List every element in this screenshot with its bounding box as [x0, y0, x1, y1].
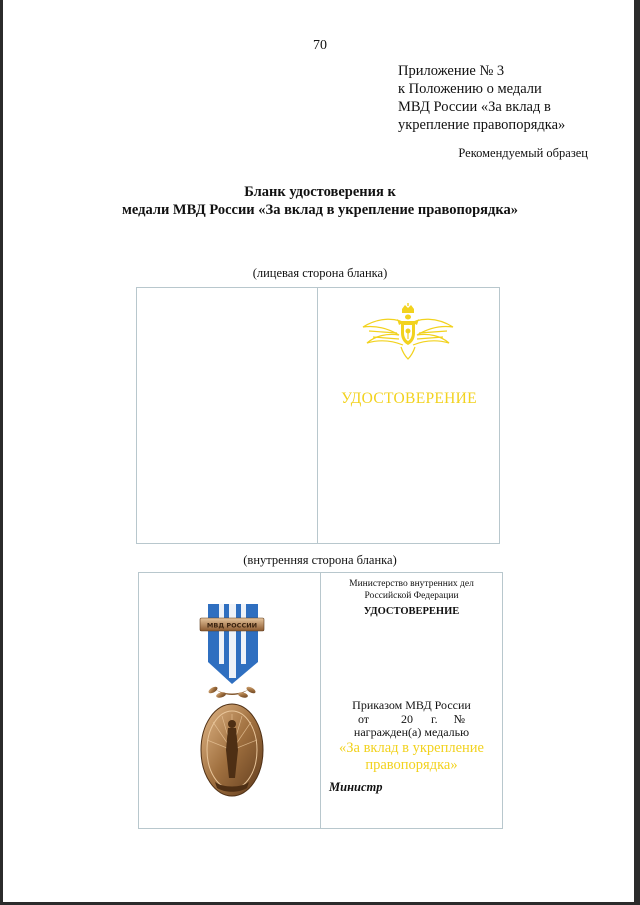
order-line-1: Приказом МВД России [352, 698, 471, 712]
minister-signature-label: Министр [329, 780, 383, 794]
appendix-line-3: МВД России «За вклад в [398, 99, 551, 115]
scan-border-left [0, 0, 3, 905]
ministry-line-1: Министерство внутренних дел [349, 579, 474, 589]
appendix-line-1: Приложение № 3 [398, 63, 505, 79]
order-year-suffix: г. [431, 711, 438, 726]
inside-certificate-word: УДОСТОВЕРЕНИЕ [363, 606, 460, 617]
document-title [0, 183, 640, 219]
recommended-sample-label: Рекомендуемый образец [458, 146, 588, 160]
certificate-inside-side [138, 572, 503, 829]
front-fold-line [317, 288, 318, 543]
front-side-caption: (лицевая сторона бланка) [252, 266, 388, 280]
medal-for-contribution-icon [191, 600, 273, 798]
document-title-line-1: Бланк удостоверения к [244, 184, 396, 200]
order-number-sign: № [453, 711, 466, 726]
medal-name-line-1: «За вклад в укрепление [339, 740, 484, 756]
ministry-name [321, 578, 502, 602]
order-block [321, 699, 502, 740]
front-certificate-word: УДОСТОВЕРЕНИЕ [341, 390, 477, 407]
scan-border-right [634, 0, 640, 905]
order-from: от [357, 711, 370, 726]
appendix-line-4: укрепление правопорядка» [398, 117, 566, 133]
medal-name [321, 740, 502, 774]
ministry-line-2: Российской Федерации [364, 591, 459, 601]
page-number: 70 [313, 38, 327, 53]
appendix-block [398, 62, 565, 134]
medal-bar-text: МВД РОССИИ [206, 621, 258, 630]
medal-name-line-2: правопорядка» [365, 757, 458, 773]
certificate-front-side [136, 287, 500, 544]
order-year: 20 [401, 711, 414, 726]
mvd-eagle-emblem-icon [359, 303, 457, 363]
inside-side-caption: (внутренняя сторона бланка) [243, 553, 397, 567]
document-title-line-2: медали МВД России «За вклад в укрепление правопорядка» [121, 202, 518, 218]
appendix-line-2: к Положению о медали [398, 81, 542, 97]
order-line-3: награжден(а) медалью [353, 725, 470, 739]
order-line-2 [321, 713, 502, 727]
